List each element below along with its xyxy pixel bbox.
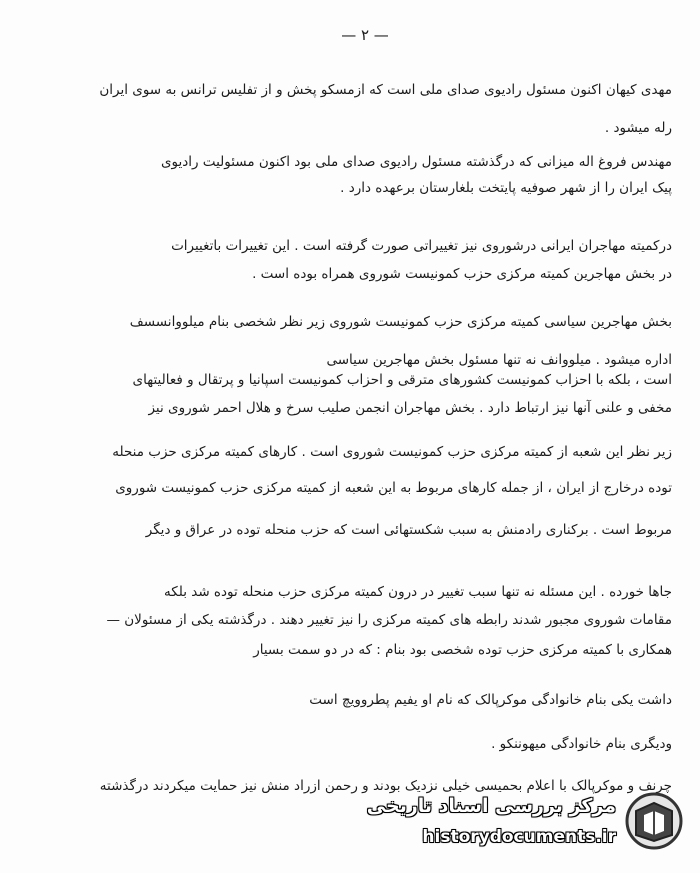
archive-logo-icon <box>624 791 684 851</box>
text-line-18: ودیگری بنام خانوادگی میهوننکو . <box>491 736 672 752</box>
text-line-19: چرنف و موکرپالک با اعلام بحمیسی خیلی نزدیک بودند و رحمن ازراد منش نیز حمایت میکردند درگذشته <box>99 778 672 794</box>
text-line-5: درکمیته مهاجران ایرانی درشوروی نیز تغییراتی صورت گرفته است . این تغییرات باتغییرات <box>171 238 672 254</box>
text-line-12: توده درخارج از ایران ، از جمله کارهای مربوط به این شعبه از کمیته مرکزی حزب کمونیست شوروی <box>115 480 672 496</box>
watermark <box>366 783 692 863</box>
watermark-title: مرکز بررسی اسناد تاریخی <box>366 795 616 817</box>
text-line-9: است ، بلکه با احزاب کمونیست کشورهای مترقی و احزاب کمونیست اسپانیا و پرتقال و فعالیتهای <box>132 372 672 388</box>
text-line-6: در بخش مهاجرین کمیته مرکزی حزب کمونیست شوروی همراه بوده است . <box>252 266 672 282</box>
text-line-1: مهدی کیهان اکنون مسئول رادیوی صدای ملی است که ازمسکو پخش و از تفلیس ترانس به سوی ایران <box>99 82 672 98</box>
text-line-10: مخفی و علنی آنها نیز ارتباط دارد . بخش مهاجران انجمن صلیب سرخ و هلال احمر شوروی نیز <box>148 400 672 416</box>
text-line-14: جاها خورده . این مسئله نه تنها سبب تغییر در درون کمیته مرکزی حزب منحله توده شد بلکه <box>164 584 672 600</box>
text-line-3: مهندس فروغ اله میزانی که درگذشته مسئول رادیوی صدای ملی بود اکنون مسئولیت رادیوی <box>160 154 672 170</box>
text-line-15: مقامات شوروی مجبور شدند رابطه های کمیته مرکزی را نیز تغییر دهند . درگذشته یکی از مسئولان — <box>106 612 672 628</box>
text-line-11: زیر نظر این شعبه از کمیته مرکزی حزب کمونیست شوروی است . کارهای کمیته مرکزی حزب منحله <box>112 444 672 460</box>
text-line-2: رله میشود . <box>604 120 672 136</box>
text-line-7: بخش مهاجرین سیاسی کمیته مرکزی حزب کمونیست شوروی زیر نظر شخصی بنام میلووانسسف <box>129 314 672 330</box>
text-line-13: مربوط است . برکناری رادمنش به سبب شکستهائی است که حزب منحله توده در عراق و دیگر <box>145 522 672 538</box>
text-line-17: داشت یکی بنام خانوادگی موکرپالک که نام او یفیم پطروویچ است <box>309 692 672 708</box>
text-line-4: پیک ایران را از شهر صوفیه پایتخت بلغارستان برعهده دارد . <box>340 180 672 196</box>
watermark-url: historydocuments.ir <box>422 827 616 847</box>
text-line-8: اداره میشود . میلووانف نه تنها مسئول بخش مهاجرین سیاسی <box>326 352 672 368</box>
text-line-16: همکاری با کمیته مرکزی حزب توده شخصی بود بنام : که در دو سمت بسیار <box>253 642 672 658</box>
page-number: — ۲ — <box>341 26 389 44</box>
